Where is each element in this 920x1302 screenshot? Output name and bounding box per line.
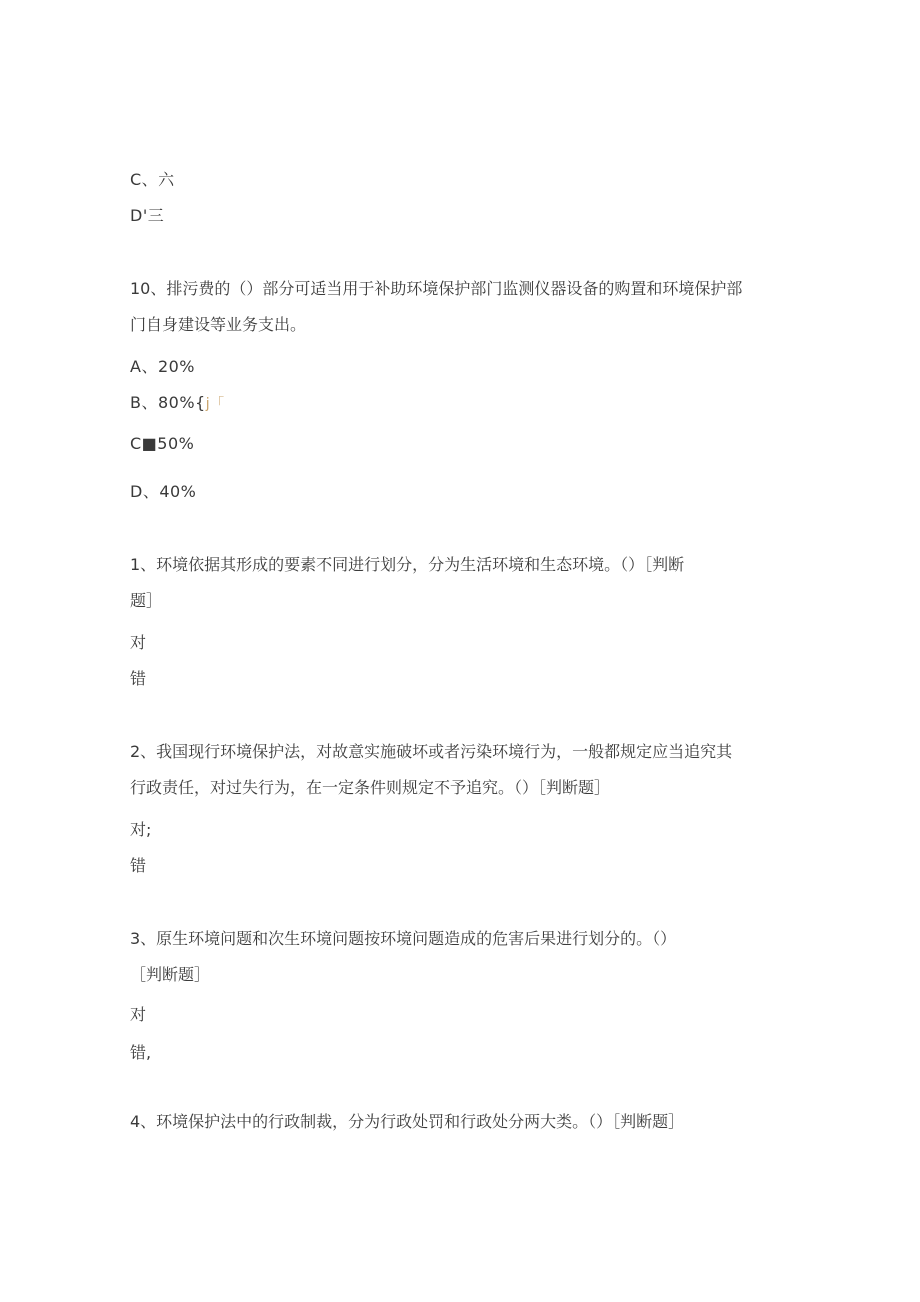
question-10-option-b-text: B、80%{	[130, 393, 206, 412]
tf-question-1-true: 对	[130, 633, 147, 652]
tf-question-1-false: 错	[130, 669, 147, 688]
tf-question-3-line-2: ［判断题］	[130, 965, 211, 984]
option-d-prev: D'三	[130, 206, 165, 225]
option-c-prev: C、六	[130, 170, 175, 189]
question-10-line-2: 门自身建设等业务支出。	[130, 315, 307, 334]
tf-question-2-false: 错	[130, 856, 147, 875]
tf-question-1-line-2: 题］	[130, 591, 163, 610]
tf-question-4-line-1: 4、环境保护法中的行政制裁，分为行政处罚和行政处分两大类。（）［判断题］	[130, 1112, 685, 1131]
question-10-option-b-stray-marks: j「	[205, 396, 225, 412]
question-10-option-a: A、20%	[130, 357, 196, 376]
tf-question-1-line-1: 1、环境依据其形成的要素不同进行划分，分为生活环境和生态环境。（）［判断	[130, 555, 685, 574]
tf-question-3-true: 对	[130, 1005, 147, 1024]
question-10-option-d: D、40%	[130, 482, 197, 501]
tf-question-3-false: 错,	[130, 1043, 152, 1062]
question-10-line-1: 10、排污费的（）部分可适当用于补助环境保护部门监测仪器设备的购置和环境保护部	[130, 279, 743, 298]
question-10-option-b	[130, 392, 225, 415]
tf-question-3-line-1: 3、原生环境问题和次生环境问题按环境问题造成的危害后果进行划分的。（）	[130, 929, 677, 948]
question-10-option-c: C■50%	[130, 434, 195, 453]
tf-question-2-line-2: 行政责任，对过失行为，在一定条件则规定不予追究。（）［判断题］	[130, 778, 611, 797]
tf-question-2-line-1: 2、我国现行环境保护法，对故意实施破坏或者污染环境行为，一般都规定应当追究其	[130, 742, 733, 761]
tf-question-2-true: 对;	[130, 820, 152, 839]
